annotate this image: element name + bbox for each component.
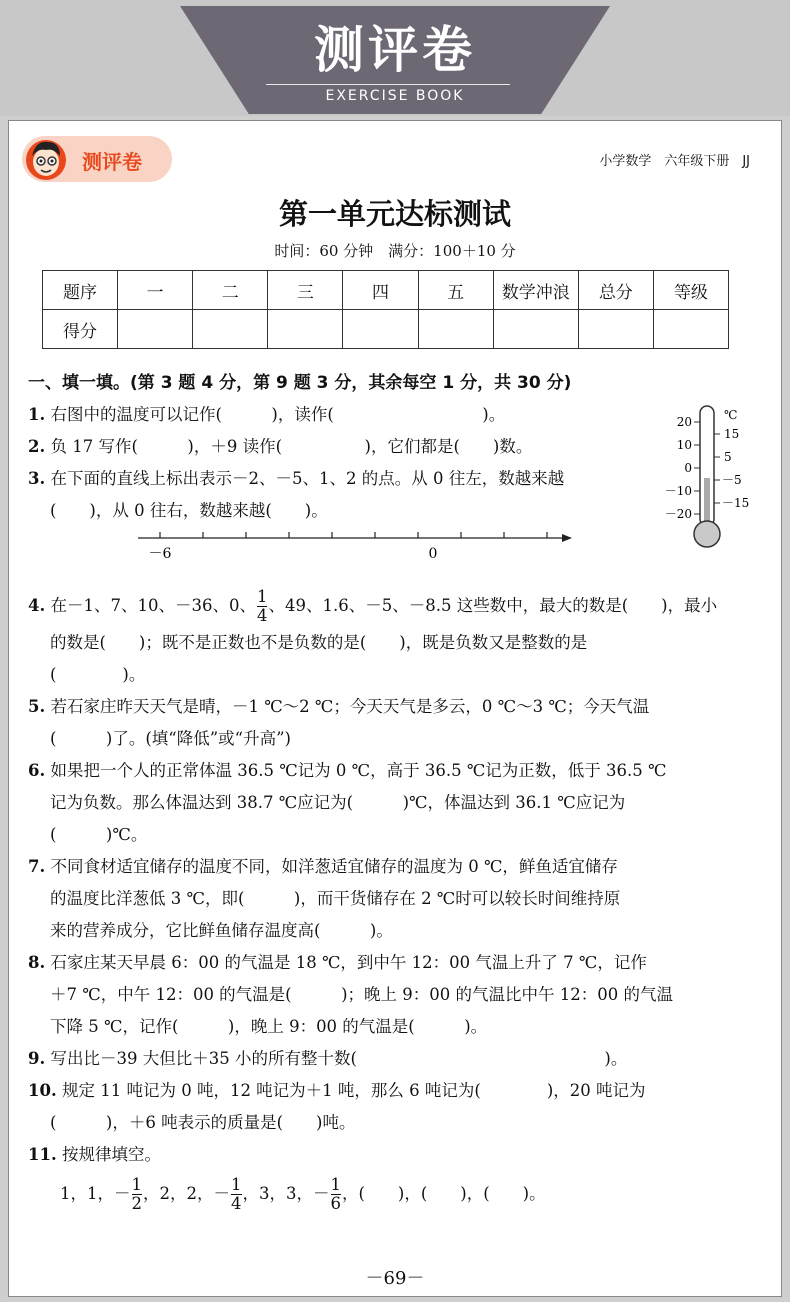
question-text: 石家庄某天早晨 6：00 的气温是 18 ℃，到中午 12：00 气温上升了 7 ℃，记作: [50, 953, 647, 972]
score-input-cell[interactable]: [193, 310, 268, 349]
score-header-cell: 五: [418, 271, 493, 310]
question-text: 、49、1.6、－5、－8.5 这些数中，最大的数是( )，最小: [268, 596, 718, 615]
question-5-line-2: ( )了。(填“降低”或“升高”): [50, 729, 291, 748]
number-line-label: 0: [428, 546, 438, 562]
fraction-numerator: 1: [231, 1175, 242, 1194]
score-row-label: 得分: [43, 310, 118, 349]
question-4: [28, 588, 717, 625]
question-number: 2.: [28, 437, 46, 456]
banner-title: 测评卷: [314, 21, 476, 79]
fraction-numerator: 1: [256, 587, 268, 606]
question-number: 8.: [28, 953, 46, 972]
question-number: 7.: [28, 857, 46, 876]
question-8: [28, 952, 647, 974]
thermo-tick-label: 5: [724, 450, 732, 464]
question-7-line-3: 来的营养成分，它比鲜鱼储存温度高( )。: [50, 921, 393, 940]
question-6-line-3: ( )℃。: [50, 825, 148, 844]
thermo-tick-label: －15: [722, 496, 750, 510]
score-input-cell[interactable]: [578, 310, 653, 349]
score-header-cell: 题序: [43, 271, 118, 310]
question-7-line-2: 的温度比洋葱低 3 ℃，即( )，而干货储存在 2 ℃时可以较长时间维持原: [50, 889, 621, 908]
time-info: 时间：60 分钟 满分：100＋10 分: [274, 242, 516, 260]
question-text: 按规律填空。: [61, 1145, 161, 1164]
question-10: [28, 1080, 646, 1102]
question-number: 3.: [28, 469, 46, 488]
sequence-text: 1，1，－: [60, 1184, 131, 1203]
number-line-label: －6: [148, 546, 172, 562]
score-input-cell[interactable]: [418, 310, 493, 349]
fraction-denominator: 4: [256, 606, 268, 625]
question-4-line-3: ( )。: [50, 665, 146, 684]
question-text: 在下面的直线上标出表示－2、－5、1、2 的点。从 0 往左，数越来越: [50, 469, 565, 488]
question-11-sequence: [60, 1176, 546, 1213]
header-banner: [0, 0, 790, 116]
question-text: 在－1、7、10、－36、0、: [50, 596, 256, 615]
fraction: [257, 588, 268, 625]
question-number: 6.: [28, 761, 46, 780]
score-input-cell[interactable]: [493, 310, 578, 349]
score-header-cell: 等级: [653, 271, 728, 310]
banner-subtitle: EXERCISE BOOK: [325, 88, 465, 104]
score-table-header-row: [43, 271, 729, 310]
score-header-cell: 四: [343, 271, 418, 310]
question-9: [28, 1048, 627, 1070]
thermo-unit: ℃: [724, 408, 738, 422]
badge-label: 测评卷: [82, 150, 142, 174]
fraction: [231, 1176, 242, 1213]
thermo-tick-label: 20: [676, 415, 692, 429]
question-6: [28, 760, 667, 782]
question-number: 5.: [28, 697, 46, 716]
question-7: [28, 856, 618, 878]
thermo-tick-label: 10: [676, 438, 692, 452]
question-number: 9.: [28, 1049, 46, 1068]
thermo-tick-label: －5: [722, 473, 742, 487]
question-text: 如果把一个人的正常体温 36.5 ℃记为 0 ℃，高于 36.5 ℃记为正数，低于 36.5 ℃: [50, 761, 667, 780]
question-11: [28, 1144, 161, 1166]
cartoon-boy-icon: [24, 136, 68, 182]
question-3: [28, 468, 564, 490]
page-number: －69－: [365, 1268, 425, 1289]
score-input-cell[interactable]: [653, 310, 728, 349]
fraction-denominator: 6: [330, 1194, 341, 1213]
sequence-text: ，2，2，－: [143, 1184, 230, 1203]
fraction-numerator: 1: [330, 1175, 341, 1194]
banner-divider: [266, 84, 510, 85]
question-number: 11.: [28, 1145, 57, 1164]
question-4-line-2: 的数是( )；既不是正数也不是负数的是( )，既是负数又是整数的是: [50, 633, 588, 652]
question-8-line-2: ＋7 ℃，中午 12：00 的气温是( )；晚上 9：00 的气温比中午 12：00 的气温: [50, 985, 674, 1004]
score-header-cell: 总分: [578, 271, 653, 310]
question-text: 不同食材适宜储存的温度不同，如洋葱适宜储存的温度为 0 ℃，鲜鱼适宜储存: [50, 857, 618, 876]
fraction-numerator: 1: [131, 1175, 142, 1194]
thermo-tick-label: －20: [664, 507, 692, 521]
number-line: [130, 524, 580, 564]
subject-info: 小学数学 六年级下册 JJ: [599, 154, 750, 169]
thermo-tick-label: －10: [664, 484, 692, 498]
fraction-denominator: 4: [231, 1194, 242, 1213]
score-table-score-row: [43, 310, 729, 349]
question-text: 右图中的温度可以记作( )，读作( )。: [50, 405, 506, 424]
sequence-text: ，3，3，－: [242, 1184, 330, 1203]
fraction-denominator: 2: [131, 1194, 142, 1213]
score-header-cell: 数学冲浪: [493, 271, 578, 310]
score-header-cell: 二: [193, 271, 268, 310]
score-input-cell[interactable]: [268, 310, 343, 349]
page-title: 第一单元达标测试: [278, 197, 511, 231]
question-5: [28, 696, 649, 718]
score-header-cell: 一: [118, 271, 193, 310]
question-number: 10.: [28, 1081, 57, 1100]
question-number: 1.: [28, 405, 46, 424]
question-text: 若石家庄昨天天气是晴，－1 ℃～2 ℃；今天天气是多云，0 ℃～3 ℃；今天气温: [50, 697, 650, 716]
question-1: [28, 404, 505, 426]
score-header-cell: 三: [268, 271, 343, 310]
thermo-tick-label: 0: [684, 461, 692, 475]
question-text: 负 17 写作( )，＋9 读作( )，它们都是( )数。: [50, 437, 533, 456]
score-input-cell[interactable]: [118, 310, 193, 349]
question-10-line-2: ( )，＋6 吨表示的质量是( )吨。: [50, 1113, 356, 1132]
question-8-line-3: 下降 5 ℃，记作( )，晚上 9：00 的气温是( )。: [50, 1017, 488, 1036]
question-text: 规定 11 吨记为 0 吨，12 吨记为＋1 吨，那么 6 吨记为( )，20 吨记为: [61, 1081, 646, 1100]
fraction: [132, 1176, 143, 1213]
thermometer: [660, 400, 760, 552]
fraction: [331, 1176, 342, 1213]
score-table: [42, 270, 729, 349]
question-6-line-2: 记为负数。那么体温达到 38.7 ℃应记为( )℃，体温达到 36.1 ℃应记为: [50, 793, 626, 812]
score-input-cell[interactable]: [343, 310, 418, 349]
question-3-line-2: ( )，从 0 往右，数越来越( )。: [50, 501, 328, 520]
sequence-text: ，( )，( )，( )。: [342, 1184, 546, 1203]
question-2: [28, 436, 532, 458]
question-text: 写出比－39 大但比＋35 小的所有整十数( )。: [50, 1049, 628, 1068]
thermo-tick-label: 15: [724, 427, 740, 441]
number-line-ticks: [160, 532, 547, 538]
question-number: 4.: [28, 596, 46, 615]
section-heading: 一、填一填。(第 3 题 4 分，第 9 题 3 分，其余每空 1 分，共 30 分): [28, 373, 572, 393]
